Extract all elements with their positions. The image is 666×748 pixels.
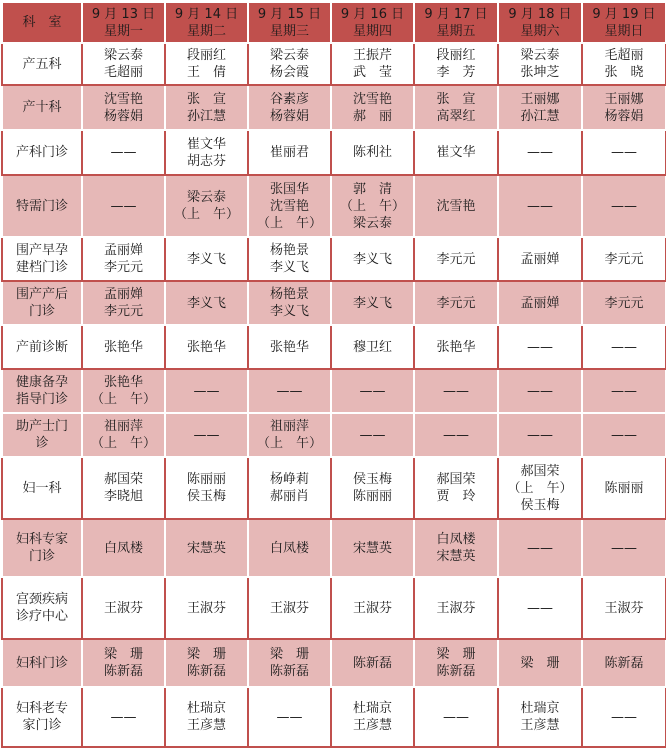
schedule-cell: —— bbox=[331, 413, 414, 457]
header-date: 9 月 13 日 bbox=[91, 6, 156, 22]
schedule-cell: 杜瑞京 王彦慧 bbox=[165, 687, 248, 747]
dept-cell: 特需门诊 bbox=[2, 175, 82, 237]
schedule-cell: 陈新磊 bbox=[331, 639, 414, 687]
schedule-cell: 杨峥莉 郝丽肖 bbox=[248, 457, 331, 519]
schedule-cell: 杨艳景 李义飞 bbox=[248, 237, 331, 281]
schedule-cell: 郝国荣 （上 午） 侯玉梅 bbox=[498, 457, 582, 519]
schedule-cell: —— bbox=[498, 369, 582, 413]
table-row bbox=[2, 639, 666, 687]
schedule-cell: 李元元 bbox=[414, 281, 498, 325]
schedule-cell: 陈丽丽 bbox=[582, 457, 666, 519]
schedule-cell: —— bbox=[248, 369, 331, 413]
schedule-cell: 梁云泰 毛超丽 bbox=[82, 43, 165, 85]
schedule-cell: 李义飞 bbox=[165, 281, 248, 325]
header-date: 9 月 14 日 bbox=[174, 6, 239, 22]
dept-cell: 产十科 bbox=[2, 85, 82, 130]
header-day bbox=[331, 2, 414, 43]
dept-cell: 妇一科 bbox=[2, 457, 82, 519]
table-row bbox=[2, 369, 666, 413]
header-weekday: 星期三 bbox=[269, 23, 309, 39]
schedule-cell: 梁 珊 陈新磊 bbox=[414, 639, 498, 687]
table-row bbox=[2, 85, 666, 130]
dept-cell: 围产早孕 建档门诊 bbox=[2, 237, 82, 281]
schedule-cell: 杜瑞京 王彦慧 bbox=[331, 687, 414, 747]
schedule-cell: 王淑芬 bbox=[582, 577, 666, 639]
schedule-cell: 李义飞 bbox=[165, 237, 248, 281]
schedule-cell: 李元元 bbox=[582, 237, 666, 281]
header-day bbox=[82, 2, 165, 43]
dept-cell: 健康备孕 指导门诊 bbox=[2, 369, 82, 413]
schedule-cell: 毛超丽 张 晓 bbox=[582, 43, 666, 85]
schedule-cell: —— bbox=[414, 413, 498, 457]
schedule-cell: 陈新磊 bbox=[582, 639, 666, 687]
schedule-cell: 梁云泰 张坤芝 bbox=[498, 43, 582, 85]
schedule-cell: 沈雪艳 杨蓉娟 bbox=[82, 85, 165, 130]
header-weekday: 星期五 bbox=[436, 23, 476, 39]
table-row bbox=[2, 237, 666, 281]
schedule-cell: 王淑芬 bbox=[331, 577, 414, 639]
schedule-cell: —— bbox=[582, 130, 666, 175]
header-day bbox=[582, 2, 666, 43]
schedule-cell: —— bbox=[82, 130, 165, 175]
schedule-cell: 杨艳景 李义飞 bbox=[248, 281, 331, 325]
schedule-cell: 张艳华 （上 午） bbox=[82, 369, 165, 413]
header-day bbox=[414, 2, 498, 43]
schedule-cell: 王振芹 武 莹 bbox=[331, 43, 414, 85]
schedule-cell: 孟丽婵 李元元 bbox=[82, 281, 165, 325]
table-row bbox=[2, 175, 666, 237]
schedule-cell: 侯玉梅 陈丽丽 bbox=[331, 457, 414, 519]
header-date: 9 月 19 日 bbox=[592, 6, 656, 22]
schedule-cell: 张艳华 bbox=[82, 325, 165, 369]
header-weekday: 星期日 bbox=[604, 23, 644, 39]
schedule-cell: 梁 珊 bbox=[498, 639, 582, 687]
dept-cell: 妇科老专 家门诊 bbox=[2, 687, 82, 747]
schedule-cell: 祖丽萍 （上 午） bbox=[248, 413, 331, 457]
schedule-cell: 张艳华 bbox=[414, 325, 498, 369]
schedule-cell: 李义飞 bbox=[331, 237, 414, 281]
schedule-cell: 陈利社 bbox=[331, 130, 414, 175]
schedule-cell: —— bbox=[165, 413, 248, 457]
schedule-cell: —— bbox=[82, 175, 165, 237]
header-day bbox=[248, 2, 331, 43]
schedule-cell: 张艳华 bbox=[248, 325, 331, 369]
dept-cell: 产科门诊 bbox=[2, 130, 82, 175]
header-weekday: 星期六 bbox=[520, 23, 560, 39]
table-row bbox=[2, 457, 666, 519]
schedule-cell: 郝国荣 贾 玲 bbox=[414, 457, 498, 519]
schedule-cell: 李元元 bbox=[414, 237, 498, 281]
schedule-cell: 崔文华 胡志芬 bbox=[165, 130, 248, 175]
schedule-cell: —— bbox=[248, 687, 331, 747]
header-weekday: 星期四 bbox=[352, 23, 392, 39]
schedule-cell: —— bbox=[414, 687, 498, 747]
schedule-cell: 张艳华 bbox=[165, 325, 248, 369]
dept-cell: 宫颈疾病 诊疗中心 bbox=[2, 577, 82, 639]
schedule-cell: 白凤楼 宋慧英 bbox=[414, 519, 498, 577]
schedule-cell: 白凤楼 bbox=[82, 519, 165, 577]
dept-cell: 妇科门诊 bbox=[2, 639, 82, 687]
schedule-cell: —— bbox=[582, 687, 666, 747]
schedule-cell: —— bbox=[165, 369, 248, 413]
dept-cell: 妇科专家 门诊 bbox=[2, 519, 82, 577]
schedule-cell: —— bbox=[498, 325, 582, 369]
schedule-cell: 孟丽婵 李元元 bbox=[82, 237, 165, 281]
schedule-cell: —— bbox=[498, 577, 582, 639]
schedule-cell: 宋慧英 bbox=[331, 519, 414, 577]
schedule-cell: 段丽红 王 倩 bbox=[165, 43, 248, 85]
schedule-cell: —— bbox=[498, 130, 582, 175]
schedule-cell: —— bbox=[82, 687, 165, 747]
table-row bbox=[2, 519, 666, 577]
schedule-cell: —— bbox=[582, 413, 666, 457]
schedule-cell: 郝国荣 李晓旭 bbox=[82, 457, 165, 519]
schedule-cell: 穆卫红 bbox=[331, 325, 414, 369]
schedule-cell: —— bbox=[582, 369, 666, 413]
schedule-cell: 梁 珊 陈新磊 bbox=[248, 639, 331, 687]
schedule-cell: 梁 珊 陈新磊 bbox=[82, 639, 165, 687]
schedule-cell: 王淑芬 bbox=[82, 577, 165, 639]
table-row bbox=[2, 413, 666, 457]
header-dept: 科 室 bbox=[2, 2, 82, 43]
dept-cell: 助产士门 诊 bbox=[2, 413, 82, 457]
schedule-cell: 王淑芬 bbox=[414, 577, 498, 639]
schedule-cell: 崔文华 bbox=[414, 130, 498, 175]
schedule-cell: 梁云泰 杨会霞 bbox=[248, 43, 331, 85]
schedule-cell: 白凤楼 bbox=[248, 519, 331, 577]
schedule-cell: 杜瑞京 王彦慧 bbox=[498, 687, 582, 747]
schedule-cell: 张 宣 孙江慧 bbox=[165, 85, 248, 130]
schedule-cell: 孟丽婵 bbox=[498, 237, 582, 281]
table-row bbox=[2, 43, 666, 85]
schedule-cell: 梁 珊 陈新磊 bbox=[165, 639, 248, 687]
schedule-cell: —— bbox=[498, 413, 582, 457]
table-row bbox=[2, 577, 666, 639]
schedule-cell: 陈丽丽 侯玉梅 bbox=[165, 457, 248, 519]
schedule-cell: 王淑芬 bbox=[165, 577, 248, 639]
schedule-cell: 李义飞 bbox=[331, 281, 414, 325]
schedule-cell: 王淑芬 bbox=[248, 577, 331, 639]
schedule-cell: —— bbox=[414, 369, 498, 413]
schedule-cell: —— bbox=[498, 175, 582, 237]
schedule-cell: 梁云泰 （上 午） bbox=[165, 175, 248, 237]
schedule-cell: 孟丽婵 bbox=[498, 281, 582, 325]
schedule-cell: —— bbox=[582, 519, 666, 577]
schedule-cell: 王丽娜 孙江慧 bbox=[498, 85, 582, 130]
dept-cell: 产前诊断 bbox=[2, 325, 82, 369]
schedule-cell: 沈雪艳 郝 丽 bbox=[331, 85, 414, 130]
schedule-cell: 李元元 bbox=[582, 281, 666, 325]
schedule-cell: 宋慧英 bbox=[165, 519, 248, 577]
schedule-cell: —— bbox=[582, 175, 666, 237]
header-date: 9 月 18 日 bbox=[508, 6, 572, 22]
header-weekday: 星期二 bbox=[186, 23, 226, 39]
header-date: 9 月 15 日 bbox=[257, 6, 322, 22]
table-row bbox=[2, 325, 666, 369]
schedule-cell: 段丽红 李 芳 bbox=[414, 43, 498, 85]
schedule-cell: 郭 清 （上 午） 梁云泰 bbox=[331, 175, 414, 237]
schedule-cell: 张国华 沈雪艳 （上 午） bbox=[248, 175, 331, 237]
dept-cell: 围产产后 门诊 bbox=[2, 281, 82, 325]
table-row bbox=[2, 281, 666, 325]
schedule-cell: 沈雪艳 bbox=[414, 175, 498, 237]
header-day bbox=[498, 2, 582, 43]
schedule-cell: 王丽娜 杨蓉娟 bbox=[582, 85, 666, 130]
header-date: 9 月 17 日 bbox=[424, 6, 488, 22]
schedule-cell: 崔丽君 bbox=[248, 130, 331, 175]
schedule-cell: —— bbox=[331, 369, 414, 413]
header-row bbox=[2, 2, 666, 43]
header-day bbox=[165, 2, 248, 43]
table-row bbox=[2, 687, 666, 747]
table-row bbox=[2, 130, 666, 175]
schedule-cell: 张 宣 高翠红 bbox=[414, 85, 498, 130]
schedule-cell: —— bbox=[582, 325, 666, 369]
schedule-cell: 祖丽萍 （上 午） bbox=[82, 413, 165, 457]
schedule-table bbox=[1, 1, 666, 748]
schedule-cell: —— bbox=[498, 519, 582, 577]
header-weekday: 星期一 bbox=[103, 23, 143, 39]
header-date: 9 月 16 日 bbox=[340, 6, 405, 22]
dept-cell: 产五科 bbox=[2, 43, 82, 85]
schedule-cell: 谷素彦 杨蓉娟 bbox=[248, 85, 331, 130]
